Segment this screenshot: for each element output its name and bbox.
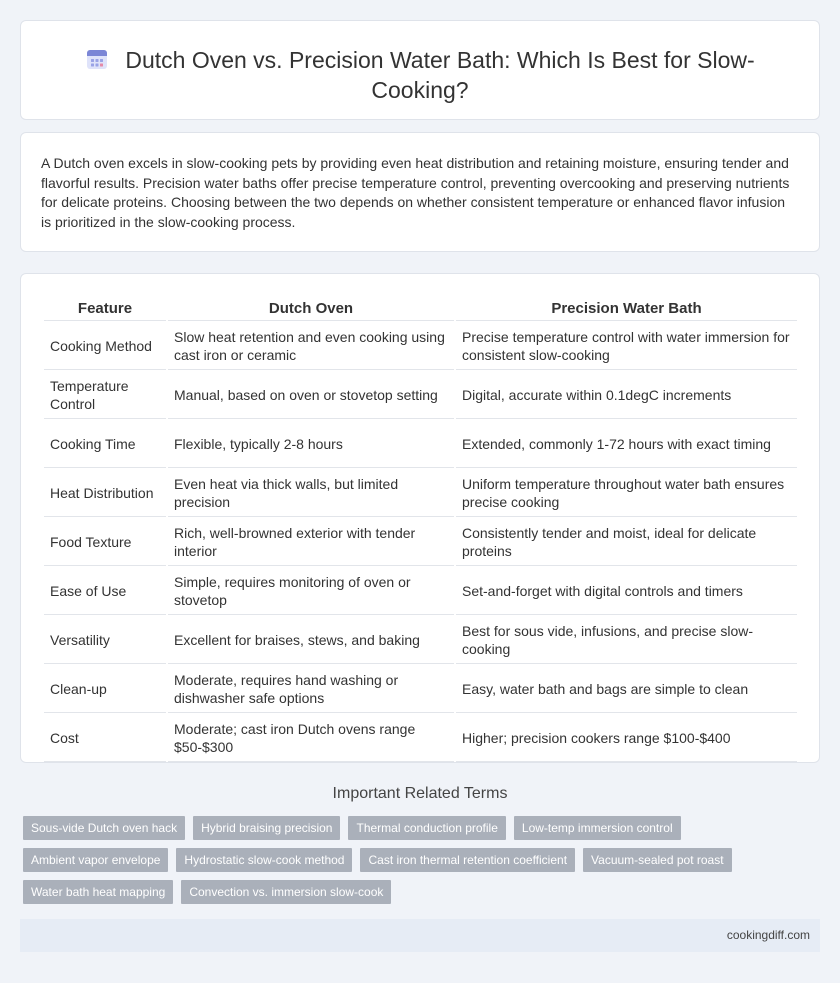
dutch-oven-cell: Moderate, requires hand washing or dishwasher safe options	[168, 666, 454, 713]
dutch-oven-cell: Rich, well-browned exterior with tender interior	[168, 519, 454, 566]
water-bath-cell: Digital, accurate within 0.1degC increments	[456, 372, 797, 419]
header-card	[20, 20, 820, 120]
feature-cell: Cooking Method	[44, 323, 166, 370]
calendar-icon	[85, 47, 109, 71]
related-term-tag[interactable]: Hybrid braising precision	[193, 816, 340, 840]
table-row	[44, 372, 797, 419]
feature-cell: Heat Distribution	[44, 470, 166, 517]
feature-cell: Clean-up	[44, 666, 166, 713]
comparison-card	[20, 273, 820, 763]
summary-text: A Dutch oven excels in slow-cooking pets by providing even heat distribution and retaining moisture, ensuring tender and flavorful results. Precision water baths offer precise temperature control, preventing overcooking and preserving nutrients for delicate proteins. Choosing between the two depends on whether consistent temperature or enhanced flavor infusion is prioritized in the slow-cooking process.	[41, 155, 790, 230]
feature-cell: Cooking Time	[44, 421, 166, 468]
water-bath-cell: Set-and-forget with digital controls and timers	[456, 568, 797, 615]
table-row	[44, 715, 797, 762]
header-dutch-oven: Dutch Oven	[168, 296, 454, 321]
feature-cell: Temperature Control	[44, 372, 166, 419]
table-header-row	[44, 296, 797, 321]
related-term-tag[interactable]: Thermal conduction profile	[348, 816, 505, 840]
dutch-oven-cell: Flexible, typically 2-8 hours	[168, 421, 454, 468]
water-bath-cell: Consistently tender and moist, ideal for delicate proteins	[456, 519, 797, 566]
dutch-oven-cell: Even heat via thick walls, but limited precision	[168, 470, 454, 517]
related-term-tag[interactable]: Water bath heat mapping	[23, 880, 173, 904]
related-term-tag[interactable]: Low-temp immersion control	[514, 816, 681, 840]
related-term-tag[interactable]: Convection vs. immersion slow-cook	[181, 880, 391, 904]
page-title-wrap	[61, 45, 779, 105]
summary-card	[20, 132, 820, 252]
table-row	[44, 519, 797, 566]
comparison-table	[42, 294, 799, 764]
related-term-tag[interactable]: Sous-vide Dutch oven hack	[23, 816, 185, 840]
table-row	[44, 470, 797, 517]
header-water-bath: Precision Water Bath	[456, 296, 797, 321]
dutch-oven-cell: Moderate; cast iron Dutch ovens range $50-$300	[168, 715, 454, 762]
dutch-oven-cell: Excellent for braises, stews, and baking	[168, 617, 454, 664]
water-bath-cell: Easy, water bath and bags are simple to clean	[456, 666, 797, 713]
dutch-oven-cell: Manual, based on oven or stovetop setting	[168, 372, 454, 419]
dutch-oven-cell: Simple, requires monitoring of oven or stovetop	[168, 568, 454, 615]
feature-cell: Food Texture	[44, 519, 166, 566]
footer-site-link[interactable]: cookingdiff.com	[726, 928, 810, 942]
feature-cell: Versatility	[44, 617, 166, 664]
feature-cell: Ease of Use	[44, 568, 166, 615]
table-row	[44, 568, 797, 615]
water-bath-cell: Precise temperature control with water immersion for consistent slow-cooking	[456, 323, 797, 370]
water-bath-cell: Uniform temperature throughout water bath ensures precise cooking	[456, 470, 797, 517]
related-terms-title: Important Related Terms	[332, 785, 508, 802]
water-bath-cell: Best for sous vide, infusions, and precise slow-cooking	[456, 617, 797, 664]
table-row	[44, 421, 797, 468]
page-title: Dutch Oven vs. Precision Water Bath: Which Is Best for Slow-Cooking?	[125, 47, 755, 103]
table-row	[44, 323, 797, 370]
feature-cell: Cost	[44, 715, 166, 762]
water-bath-cell: Extended, commonly 1-72 hours with exact timing	[456, 421, 797, 468]
related-terms-list	[23, 816, 823, 912]
water-bath-cell: Higher; precision cookers range $100-$400	[456, 715, 797, 762]
header-feature: Feature	[44, 296, 166, 321]
related-term-tag[interactable]: Vacuum-sealed pot roast	[583, 848, 732, 872]
related-term-tag[interactable]: Ambient vapor envelope	[23, 848, 168, 872]
table-row	[44, 666, 797, 713]
related-term-tag[interactable]: Cast iron thermal retention coefficient	[360, 848, 575, 872]
footer	[20, 919, 820, 952]
table-row	[44, 617, 797, 664]
dutch-oven-cell: Slow heat retention and even cooking using cast iron or ceramic	[168, 323, 454, 370]
related-term-tag[interactable]: Hydrostatic slow-cook method	[176, 848, 352, 872]
